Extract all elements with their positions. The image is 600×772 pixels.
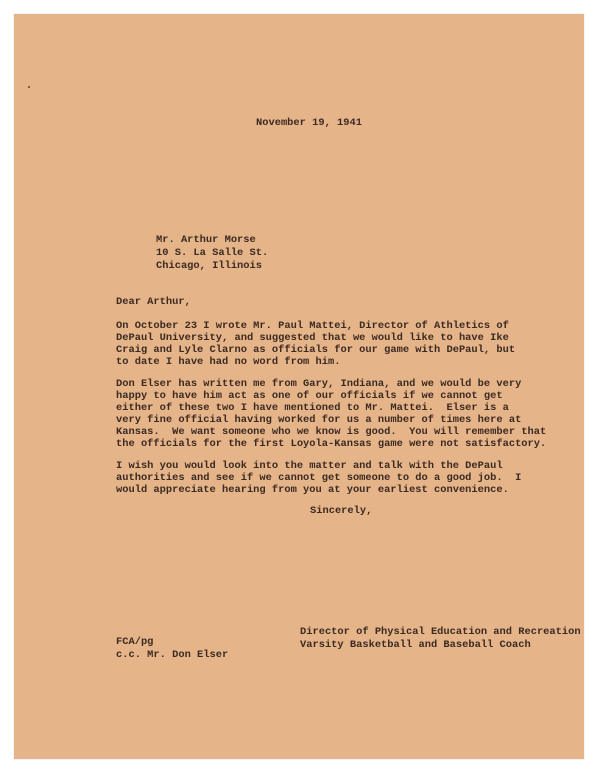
paragraph-line: I wish you would look into the matter and talk with the DePaul — [116, 460, 503, 472]
paper-speck — [28, 86, 30, 88]
paragraph-line: DePaul University, and suggested that we would like to have Ike — [116, 332, 509, 344]
carbon-copy: c.c. Mr. Don Elser — [116, 649, 229, 661]
paragraph-line: Kansas. We want someone who we know is good. You will remember that — [116, 426, 547, 438]
typist-initials: FCA/pg — [116, 636, 154, 648]
paragraph-line: Don Elser has written me from Gary, Indiana, and we would be very — [116, 378, 522, 390]
salutation: Dear Arthur, — [116, 296, 191, 308]
letter-page — [14, 14, 584, 759]
signature-title-line-1: Director of Physical Education and Recreation — [300, 626, 581, 638]
letter-date: November 19, 1941 — [256, 117, 363, 129]
paragraph-line: either of these two I have mentioned to Mr. Mattei. Elser is a — [116, 402, 509, 414]
closing: Sincerely, — [310, 505, 373, 517]
paragraph-line: to date I have had no word from him. — [116, 356, 341, 368]
recipient-name: Mr. Arthur Morse — [156, 234, 256, 246]
recipient-city: Chicago, Illinois — [156, 260, 263, 272]
paragraph-line: On October 23 I wrote Mr. Paul Mattei, Director of Athletics of — [116, 320, 509, 332]
paragraph-line: authorities and see if we cannot get someone to do a good job. I — [116, 472, 522, 484]
paragraph-line: Craig and Lyle Clarno as officials for our game with DePaul, but — [116, 344, 516, 356]
recipient-street: 10 S. La Salle St. — [156, 247, 269, 259]
paragraph-line: very fine official having worked for us a number of times here at — [116, 414, 522, 426]
paragraph-line: the officials for the first Loyola-Kansas game were not satisfactory. — [116, 438, 547, 450]
paragraph-line: would appreciate hearing from you at your earliest convenience. — [116, 484, 509, 496]
paragraph-line: happy to have him act as one of our officials if we cannot get — [116, 390, 503, 402]
signature-title-line-2: Varsity Basketball and Baseball Coach — [300, 639, 531, 651]
